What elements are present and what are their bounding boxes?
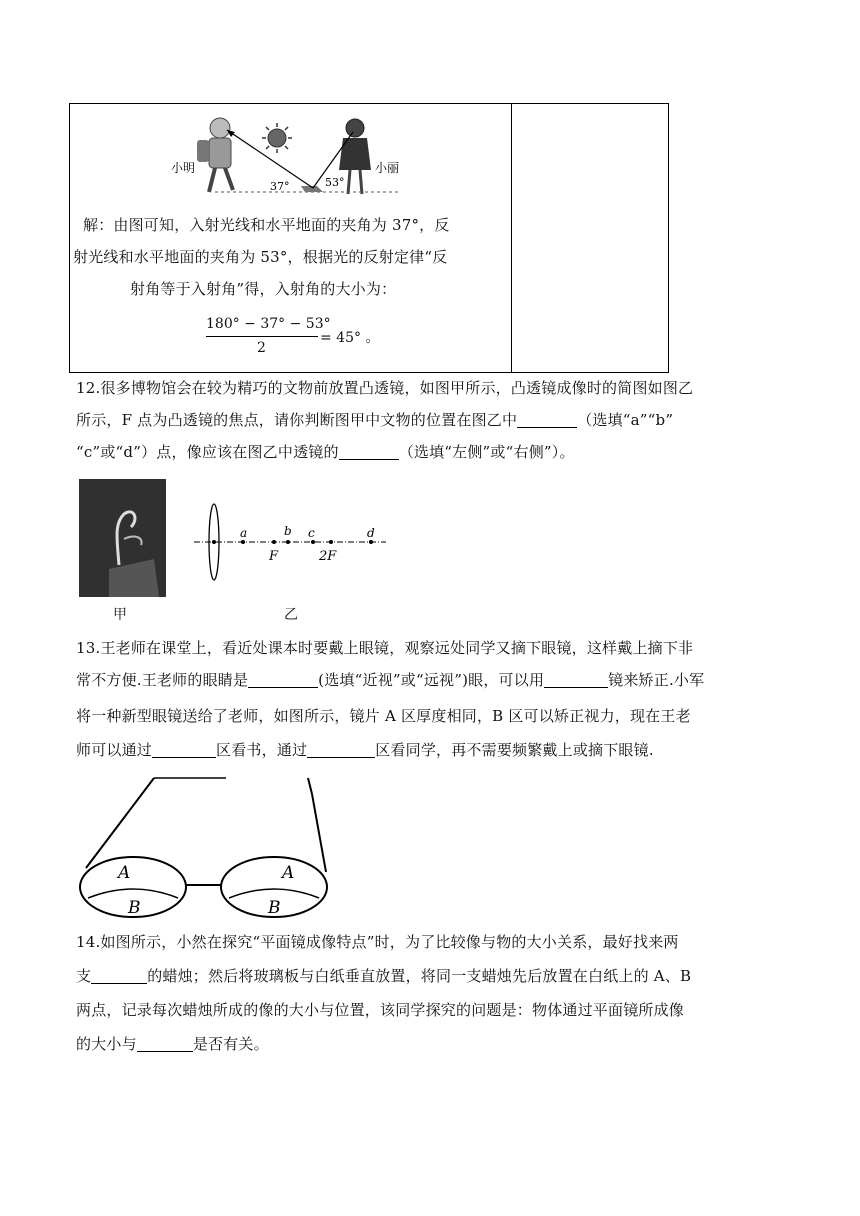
- q13-blank-3[interactable]: [152, 741, 216, 758]
- solution-line-2: 射光线和水平地面的夹角为 53°，根据光的反射定律“反: [73, 248, 448, 266]
- fraction-bar: [206, 336, 318, 337]
- solution-line-1: 解：由图可知，入射光线和水平地面的夹角为 37°，反: [83, 216, 450, 234]
- q14-blank-2[interactable]: [137, 1035, 193, 1052]
- label-xiaoli: 小丽: [375, 161, 400, 175]
- q13-blank-2[interactable]: [544, 671, 608, 688]
- right-zone-B: B: [268, 898, 281, 918]
- right-lens-divider: [229, 889, 319, 898]
- q12-blank-1[interactable]: [517, 411, 577, 428]
- q14-line-2: 支 的蜡烛；然后将玻璃板与白纸垂直放置，将同一支蜡烛先后放置在白纸上的 A、B: [76, 967, 692, 985]
- q13-line-4: 师可以通过 区看书，通过 区看同学，再不需要频繁戴上或摘下眼镜.: [76, 741, 654, 759]
- table-divider: [511, 104, 512, 372]
- right-zone-A: A: [282, 863, 295, 883]
- boy-illustration: [197, 118, 233, 192]
- q12-blank-2[interactable]: [339, 443, 399, 460]
- glasses-figure: [76, 772, 332, 922]
- q13-blank-4[interactable]: [307, 741, 375, 758]
- q14-line-3: 两点，记录每次蜡烛所成的像的大小与位置，该同学探究的问题是：物体通过平面镜所成像: [76, 1001, 685, 1019]
- point-b: b: [284, 524, 292, 538]
- point-d: d: [367, 526, 375, 540]
- point-c: c: [308, 526, 315, 540]
- right-temple: [312, 794, 326, 872]
- q12-line-3: “c”或“d”）点，像应该在图乙中透镜的 （选填“左侧”或“右侧”）。: [76, 443, 575, 461]
- q13-line-1: 13.王老师在课堂上，看近处课本时要戴上眼镜，观察远处同学又摘下眼镜，这样戴上摘下非: [76, 639, 694, 657]
- fraction-numerator: 180° − 37° − 53°: [206, 316, 331, 332]
- angle-53: 53°: [325, 176, 345, 189]
- artifact-photo: [79, 479, 166, 597]
- fig-jia-label: 甲: [113, 607, 127, 623]
- q14-line-1: 14.如图所示，小然在探究“平面镜成像特点”时，为了比较像与物的大小关系，最好找来两: [76, 933, 679, 951]
- solution-line-3: 射角等于入射角”得，入射角的大小为：: [130, 280, 397, 298]
- left-zone-B: B: [128, 898, 141, 918]
- point-a: a: [240, 526, 248, 540]
- fraction-denominator: 2: [257, 340, 266, 356]
- q13-blank-1[interactable]: [248, 671, 318, 688]
- q14-blank-1[interactable]: [91, 967, 147, 984]
- left-temple: [86, 778, 154, 868]
- fig-yi-label: 乙: [284, 607, 298, 623]
- label-F: F: [269, 549, 279, 564]
- q14-line-4: 的大小与 是否有关。: [76, 1035, 269, 1053]
- label-xiaoming: 小明: [171, 161, 196, 175]
- q13-line-3: 将一种新型眼镜送给了老师，如图所示，镜片 A 区厚度相同，B 区可以矫正视力，现在王老: [76, 707, 691, 725]
- fraction-result: = 45° 。: [320, 330, 380, 346]
- artifact-image: [79, 479, 166, 597]
- left-zone-A: A: [118, 863, 131, 883]
- q13-line-2: 常不方便.王老师的眼睛是 (选填“近视”或“远视”)眼，可以用 镜来矫正.小军: [76, 671, 705, 689]
- left-lens-divider: [88, 889, 178, 898]
- q12-line-2: 所示，F 点为凸透镜的焦点，请你判断图甲中文物的位置在图乙中 （选填“a”“b”: [76, 411, 674, 429]
- label-2F: 2F: [319, 549, 337, 564]
- sun-icon: [262, 123, 292, 153]
- angle-37: 37°: [270, 180, 290, 193]
- q12-line-1: 12.很多博物馆会在较为精巧的文物前放置凸透镜，如图甲所示，凸透镜成像时的简图如图乙: [76, 379, 694, 397]
- reflection-figure: [165, 110, 415, 200]
- lens-diagram: [194, 500, 389, 584]
- solution-table: [69, 103, 669, 373]
